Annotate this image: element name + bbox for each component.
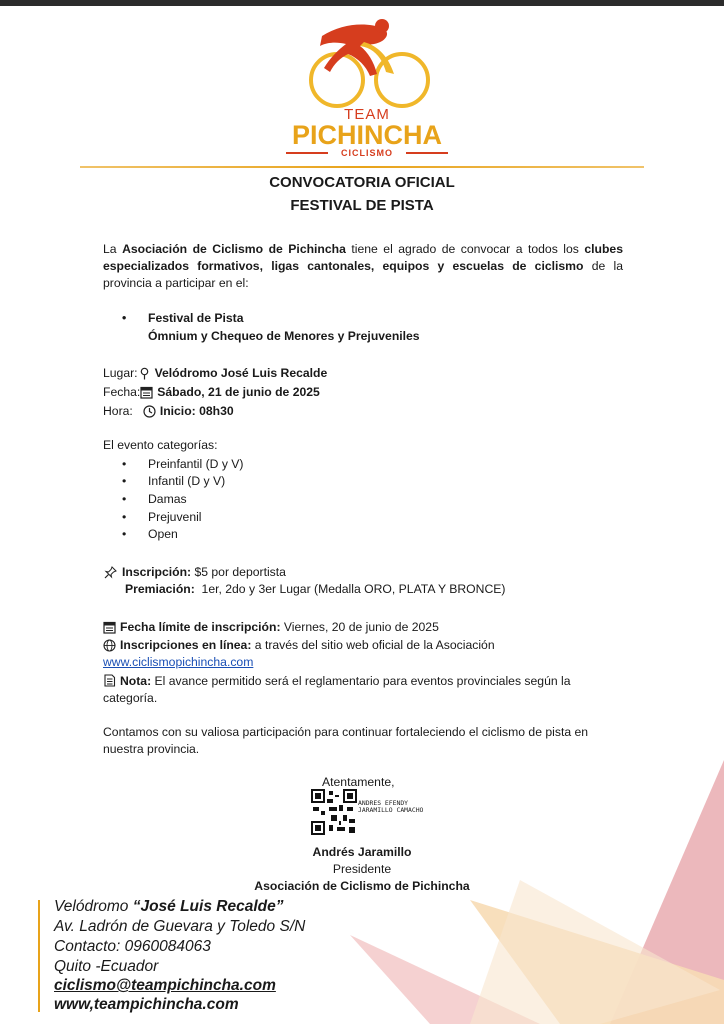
stamp-line-2: JARAMILLO CAMACHO [358, 806, 424, 814]
logo-sub-text: CICLISMO [341, 148, 393, 158]
globe-icon [103, 639, 116, 652]
prize-row [125, 581, 505, 598]
note-label: Nota: [120, 674, 152, 688]
intro-text-1: La [103, 242, 123, 256]
event-line-1: • Festival de Pista [148, 311, 244, 325]
online-row [103, 637, 495, 654]
deadline-value: Viernes, 20 de junio de 2025 [280, 620, 439, 634]
pushpin-icon [103, 566, 118, 579]
category-label-2: Infantil (D y V) [148, 474, 226, 488]
inscription-label: Inscripción: [122, 565, 192, 579]
intro-bold-2: clubes especializados formativos, ligas cantonales, equipos y escuelas de ciclismo [103, 242, 623, 273]
deadline-label: Fecha límite de inscripción: [120, 620, 281, 634]
logo-team-text: TEAM [344, 106, 390, 123]
closing-paragraph: Contamos con su valiosa participación para continuar fortaleciendo el ciclismo de pista en nuestra provincia. [103, 725, 589, 756]
footer-email-link[interactable]: ciclismo@teampichincha.com [54, 977, 276, 994]
footer-contact: Contacto: 0960084063 [54, 938, 211, 955]
time-value: Inicio: 08h30 [159, 404, 234, 418]
footer-address: Av. Ladrón de Guevara y Toledo S/N [54, 918, 306, 935]
logo-name-text: PICHINCHA [291, 120, 442, 150]
location-pin-icon [138, 367, 151, 380]
time-row [103, 403, 234, 420]
intro-text-2: tiene el agrado de convocar a todos los [345, 242, 585, 256]
note-value: El avance permitido será el reglamentario para eventos provinciales según la categoría. [103, 674, 571, 705]
category-label-4: Prejuvenil [148, 510, 202, 524]
online-value: a través del sitio web oficial de la Asociación [251, 638, 495, 652]
place-row [103, 365, 327, 382]
signer-name: Andrés Jaramillo [312, 845, 412, 859]
website-row [103, 654, 253, 671]
place-label: Lugar: [103, 366, 138, 380]
calendar-icon [140, 386, 153, 399]
header-divider [80, 166, 644, 168]
document-icon [103, 674, 116, 687]
calendar-icon-2 [103, 621, 116, 634]
deadline-row [103, 619, 439, 636]
title-line-2: FESTIVAL DE PISTA [290, 197, 434, 214]
prize-value: 1er, 2do y 3er Lugar (Medalla ORO, PLATA Y BRONCE) [194, 582, 506, 596]
date-row [103, 384, 320, 401]
category-label-5: Open [148, 527, 178, 541]
note-paragraph [103, 673, 603, 707]
footer-velodromo-name: “José Luis Recalde” [132, 898, 284, 915]
intro-paragraph [103, 241, 623, 292]
title-line-1: CONVOCATORIA OFICIAL [269, 174, 455, 191]
signer-org: Asociación de Ciclismo de Pichincha [254, 879, 470, 893]
digital-signature-stamp [358, 800, 423, 814]
place-value: Velódromo José Luis Recalde [154, 366, 328, 380]
footer-city: Quito -Ecuador [54, 958, 159, 975]
online-label: Inscripciones en línea: [120, 638, 252, 652]
signer-role: Presidente [332, 862, 392, 876]
footer-line-1 [54, 897, 283, 916]
event-bullet [122, 310, 522, 344]
event-line-2: Ómnium y Chequeo de Menores y Prejuveniles [148, 329, 420, 343]
footer-accent-line [38, 900, 40, 1012]
stamp-line-1: ANDRES EFENDY [358, 799, 409, 807]
footer-velodromo: Velódromo [54, 898, 133, 915]
intro-bold-1: Asociación de Ciclismo de Pichincha [122, 242, 346, 256]
intro-text-3: de la provincia a participar en el: [103, 259, 623, 290]
footer-web[interactable]: www,teampichincha.com [54, 996, 239, 1013]
date-label: Fecha: [103, 385, 141, 399]
inscription-row [103, 564, 286, 581]
date-value: Sábado, 21 de junio de 2025 [157, 385, 320, 399]
qr-code-icon [311, 789, 357, 835]
clock-icon [143, 405, 156, 418]
greeting: Atentamente, [322, 775, 395, 789]
category-label-1: Preinfantil (D y V) [148, 457, 244, 471]
category-label-3: Damas [148, 492, 187, 506]
website-link[interactable]: www.ciclismopichincha.com [103, 655, 254, 669]
inscription-value: $5 por deportista [191, 565, 286, 579]
time-label: Hora: [103, 404, 133, 418]
prize-label: Premiación: [125, 582, 195, 596]
categories-heading: El evento categorías: [103, 438, 218, 452]
team-logo [282, 18, 452, 158]
cyclist-logo-icon [282, 18, 452, 108]
